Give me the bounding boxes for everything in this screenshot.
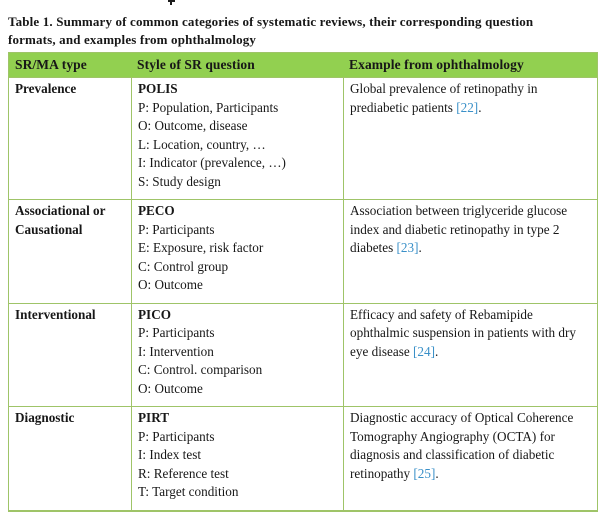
question-format-cell: [131, 199, 343, 303]
acronym: PICO: [138, 306, 171, 322]
format-line: R: Reference test: [138, 465, 229, 481]
example-cell: [343, 77, 597, 199]
table-caption-line-2: formats, and examples from ophthalmology: [8, 31, 257, 47]
acronym: PIRT: [138, 410, 170, 425]
stray-text-fragment: [168, 0, 175, 2]
example-cell: [343, 303, 597, 407]
systematic-review-table: [8, 52, 598, 512]
format-line: T: Target condition: [138, 484, 239, 499]
col-header-sr-ma-type: SR/MA type: [9, 53, 131, 77]
col-header-example-from-ophthalmology: Example from ophthalmology: [343, 53, 597, 77]
format-line: O: Outcome: [138, 380, 203, 396]
format-line: O: Outcome: [138, 277, 203, 292]
format-line: C: Control. comparison: [138, 362, 263, 377]
citation-link[interactable]: [25]: [413, 465, 436, 481]
citation-link[interactable]: [24]: [412, 343, 435, 359]
example-text: Association between triglyceride glucose index and diabetic retinopathy in type 2 diabetes: [350, 203, 568, 255]
table-row: [9, 303, 597, 407]
table-caption: [8, 13, 533, 48]
example-cell: [343, 199, 597, 303]
example-text-end: .: [418, 240, 422, 255]
example-text-end: .: [478, 99, 482, 115]
header-row: [9, 53, 597, 77]
sr-type-cell: Interventional: [9, 303, 131, 407]
question-format-cell: [131, 303, 343, 407]
example-text: Global prevalence of retinopathy in prediabetic patients: [350, 81, 538, 115]
format-line: C: Control group: [138, 258, 229, 274]
table-row: [9, 199, 597, 303]
citation-link[interactable]: [22]: [456, 99, 479, 115]
sr-type-cell: Associational or Causational: [9, 199, 131, 303]
question-format-cell: [131, 77, 343, 199]
table-caption-line-1: Table 1. Summary of common categories of systematic reviews, their corresponding question: [8, 14, 534, 29]
table-row: [9, 406, 597, 510]
example-text-end: .: [434, 343, 439, 359]
format-line: P: Population, Participants: [138, 99, 279, 115]
format-line: S: Study design: [138, 173, 221, 189]
example-text-end: .: [435, 465, 439, 481]
example-cell: [343, 406, 597, 510]
format-line: P: Participants: [138, 221, 215, 237]
sr-type-cell: Diagnostic: [9, 406, 131, 510]
example-text: Efficacy and safety of Rebamipide ophthalmic suspension in patients with dry eye disease: [350, 306, 576, 359]
format-line: E: Exposure, risk factor: [138, 240, 264, 255]
format-line: P: Participants: [138, 428, 215, 444]
format-line: I: Index test: [138, 447, 201, 462]
table-row: [9, 77, 597, 199]
acronym: POLIS: [138, 81, 178, 96]
format-line: P: Participants: [138, 325, 215, 340]
sr-type-cell: Prevalence: [9, 77, 131, 199]
format-line: O: Outcome, disease: [138, 118, 248, 133]
format-line: L: Location, country, …: [138, 136, 266, 152]
format-line: I: Indicator (prevalence, …): [138, 155, 286, 170]
example-text: Diagnostic accuracy of Optical Coherence Tomography Angiography (OCTA) for diagnosis and classification of diabetic retinopathy: [350, 410, 574, 481]
format-line: I: Intervention: [138, 343, 214, 359]
question-format-cell: [131, 406, 343, 510]
col-header-style-of-sr-question: Style of SR question: [131, 53, 343, 77]
citation-link[interactable]: [23]: [396, 240, 419, 255]
acronym: PECO: [138, 203, 175, 218]
